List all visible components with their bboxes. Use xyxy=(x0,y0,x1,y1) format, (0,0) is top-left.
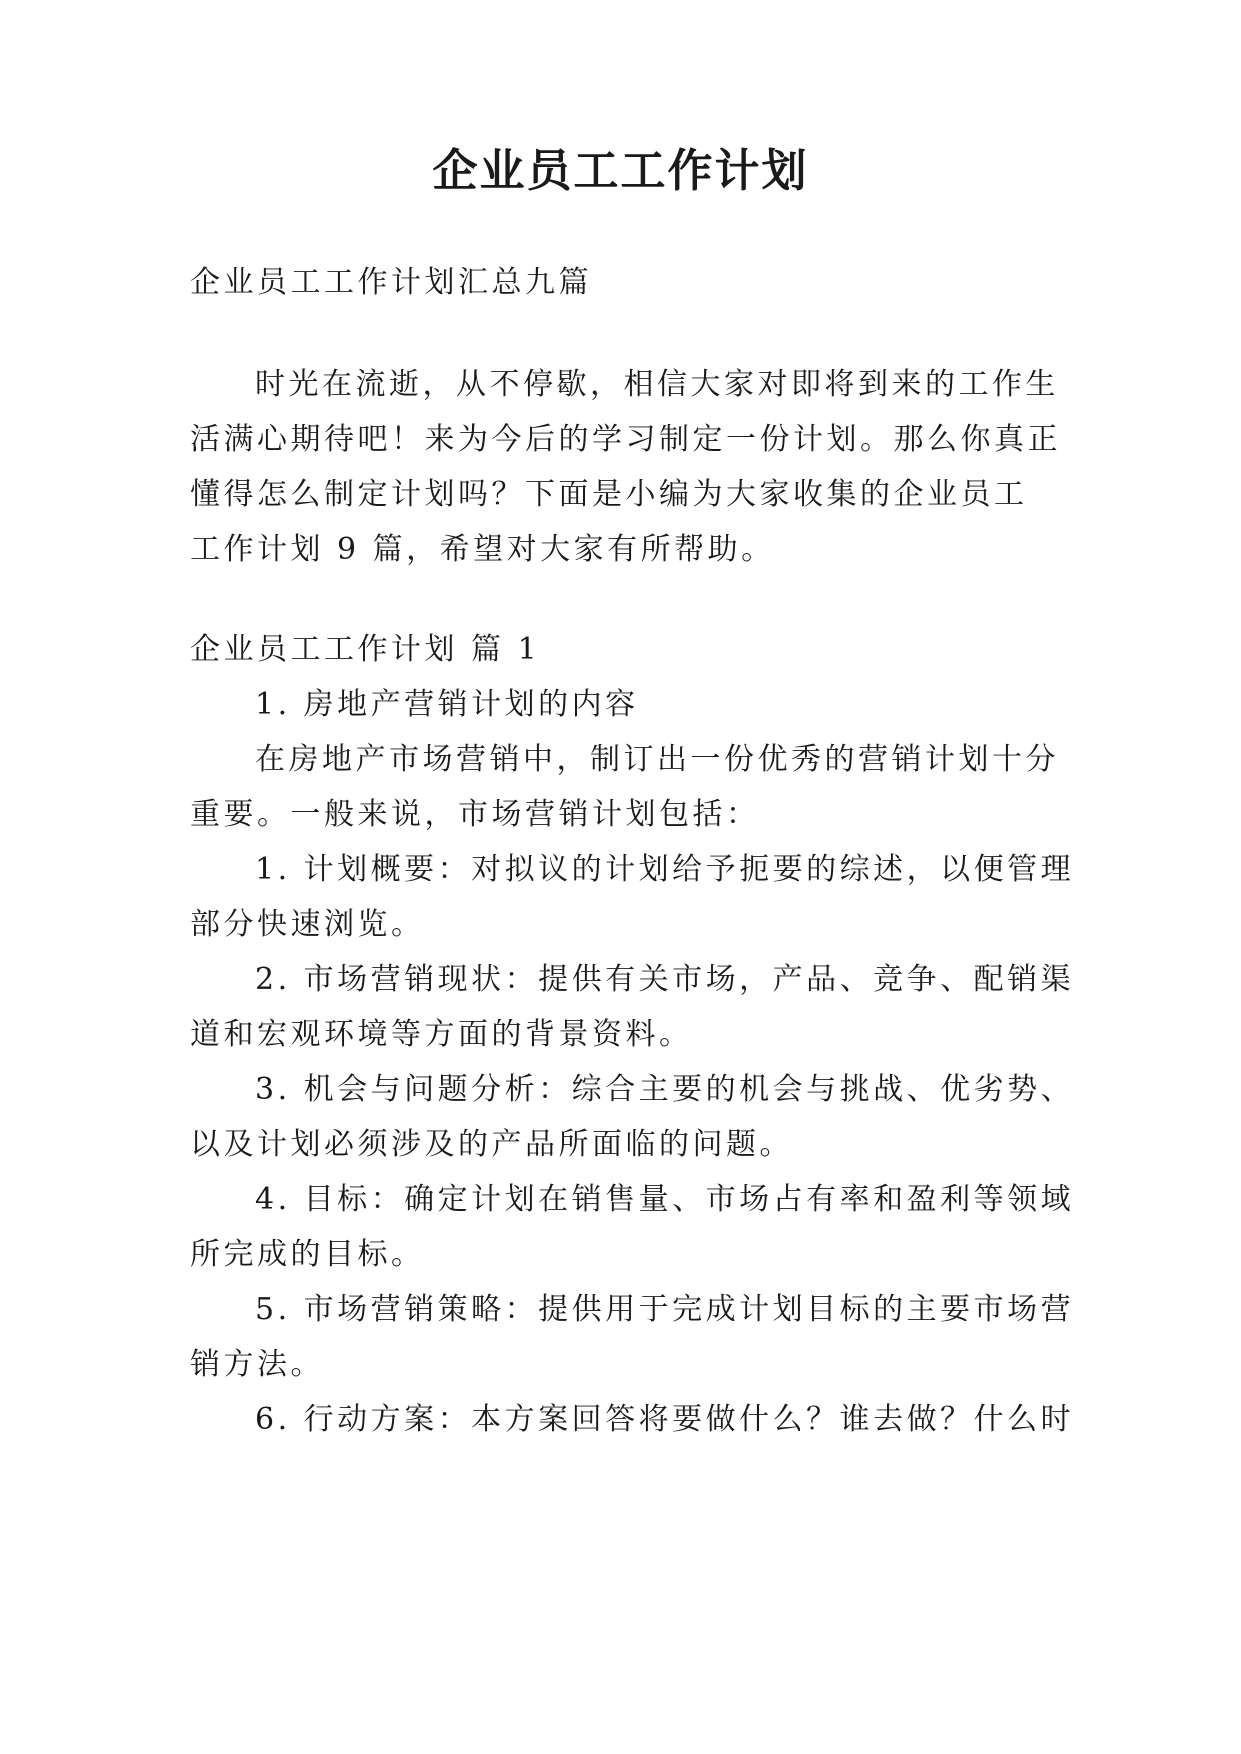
body-line: 4. 目标：确定计划在销售量、市场占有率和盈利等领域 xyxy=(255,1182,1075,1217)
intro-line-2: 活满心期待吧！来为今后的学习制定一份计划。那么你真正 xyxy=(190,422,1061,457)
body-line: 重要。一般来说，市场营销计划包括： xyxy=(190,797,760,832)
intro-line-1: 时光在流逝，从不停歇，相信大家对即将到来的工作生 xyxy=(255,367,1059,402)
section-heading: 企业员工工作计划 篇 1 xyxy=(190,632,541,667)
body-line: 5. 市场营销策略：提供用于完成计划目标的主要市场营 xyxy=(255,1292,1075,1327)
intro-line-3: 懂得怎么制定计划吗？下面是小编为大家收集的企业员工 xyxy=(190,477,1028,512)
body-line: 1. 房地产营销计划的内容 xyxy=(255,687,639,722)
body-line: 以及计划必须涉及的产品所面临的问题。 xyxy=(190,1127,793,1162)
body-line: 所完成的目标。 xyxy=(190,1237,425,1272)
body-line: 3. 机会与问题分析：综合主要的机会与挑战、优劣势、 xyxy=(255,1072,1075,1107)
intro-line-4: 工作计划 9 篇，希望对大家有所帮助。 xyxy=(190,532,775,567)
document-title: 企业员工工作计划 xyxy=(432,144,809,197)
body-line: 部分快速浏览。 xyxy=(190,907,425,942)
body-line: 道和宏观环境等方面的背景资料。 xyxy=(190,1017,693,1052)
body-line: 销方法。 xyxy=(190,1347,324,1382)
subtitle-line: 企业员工工作计划汇总九篇 xyxy=(190,265,592,300)
body-line: 在房地产市场营销中，制订出一份优秀的营销计划十分 xyxy=(255,742,1059,777)
body-line: 6. 行动方案：本方案回答将要做什么？谁去做？什么时 xyxy=(255,1402,1075,1437)
body-line: 1. 计划概要：对拟议的计划给予扼要的综述，以便管理 xyxy=(255,852,1075,887)
body-line: 2. 市场营销现状：提供有关市场，产品、竞争、配销渠 xyxy=(255,962,1075,997)
